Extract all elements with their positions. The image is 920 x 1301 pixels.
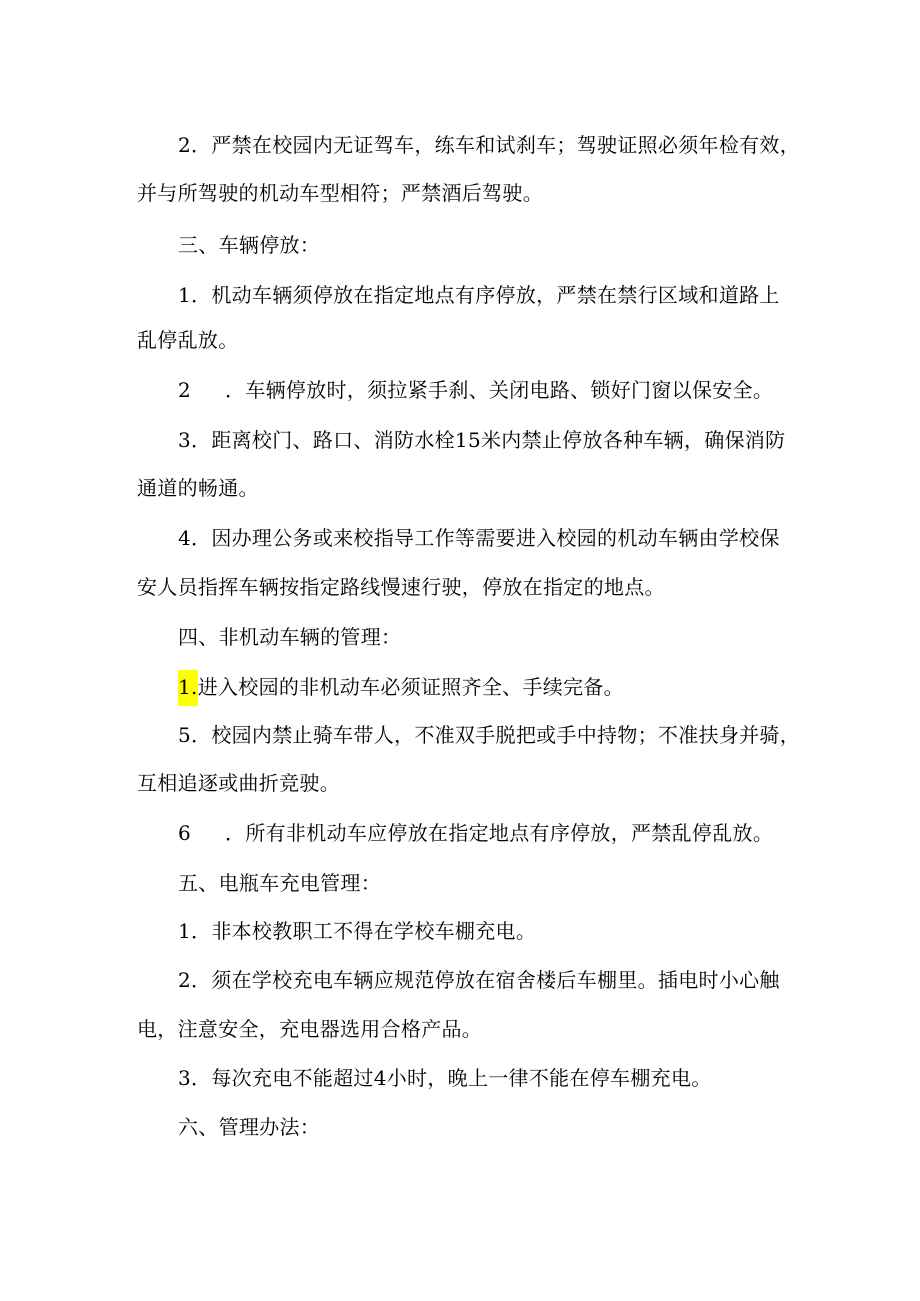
paragraph-line: 通道的畅通。 bbox=[137, 476, 259, 500]
section-heading: 六、管理办法： bbox=[178, 1115, 321, 1139]
item-text: 进入校园的非机动车必须证照齐全、手续完备。 bbox=[197, 675, 624, 699]
paragraph-line bbox=[178, 377, 773, 403]
section-heading: 五、电瓶车充电管理： bbox=[178, 871, 381, 895]
paragraph-line: 1．机动车辆须停放在指定地点有序停放，严禁在禁行区域和道路上 bbox=[178, 283, 780, 307]
item-number: 2 bbox=[178, 378, 192, 402]
paragraph-line: 安人员指挥车辆按指定路线慢速行驶，停放在指定的地点。 bbox=[137, 575, 665, 599]
paragraph-line: 4．因办理公务或来校指导工作等需要进入校园的机动车辆由学校保 bbox=[178, 526, 780, 550]
paragraph-line: 2．须在学校充电车辆应规范停放在宿舍楼后车棚里。插电时小心触 bbox=[178, 968, 780, 992]
paragraph-line: 并与所驾驶的机动车型相符；严禁酒后驾驶。 bbox=[137, 181, 543, 205]
paragraph-line: 2．严禁在校园内无证驾车，练车和试刹车；驾驶证照必须年检有效， bbox=[178, 133, 801, 157]
paragraph-line: 3．距离校门、路口、消防水栓15米内禁止停放各种车辆，确保消防 bbox=[178, 428, 786, 452]
paragraph-line: 乱停乱放。 bbox=[137, 328, 239, 352]
paragraph-line: 5．校园内禁止骑车带人，不准双手脱把或手中持物；不准扶身并骑， bbox=[178, 723, 801, 747]
section-heading: 三、车辆停放： bbox=[178, 233, 321, 257]
item-number: 6 bbox=[178, 821, 192, 845]
section-heading: 四、非机动车辆的管理： bbox=[178, 625, 402, 649]
paragraph-line bbox=[178, 820, 773, 846]
paragraph-line: 电，注意安全，充电器选用合格产品。 bbox=[137, 1017, 483, 1041]
item-text: ．所有非机动车应停放在指定地点有序停放，严禁乱停乱放。 bbox=[225, 821, 774, 845]
paragraph-line: 1．非本校教职工不得在学校车棚充电。 bbox=[178, 919, 537, 943]
paragraph-line: 3．每次充电不能超过4小时，晚上一律不能在停车棚充电。 bbox=[178, 1066, 712, 1090]
paragraph-line: 互相追逐或曲折竞驶。 bbox=[137, 771, 340, 795]
item-text: ．车辆停放时，须拉紧手刹、关闭电路、锁好门窗以保安全。 bbox=[225, 378, 774, 402]
paragraph-line bbox=[178, 674, 624, 700]
highlighted-item-number: 1. bbox=[178, 670, 198, 706]
